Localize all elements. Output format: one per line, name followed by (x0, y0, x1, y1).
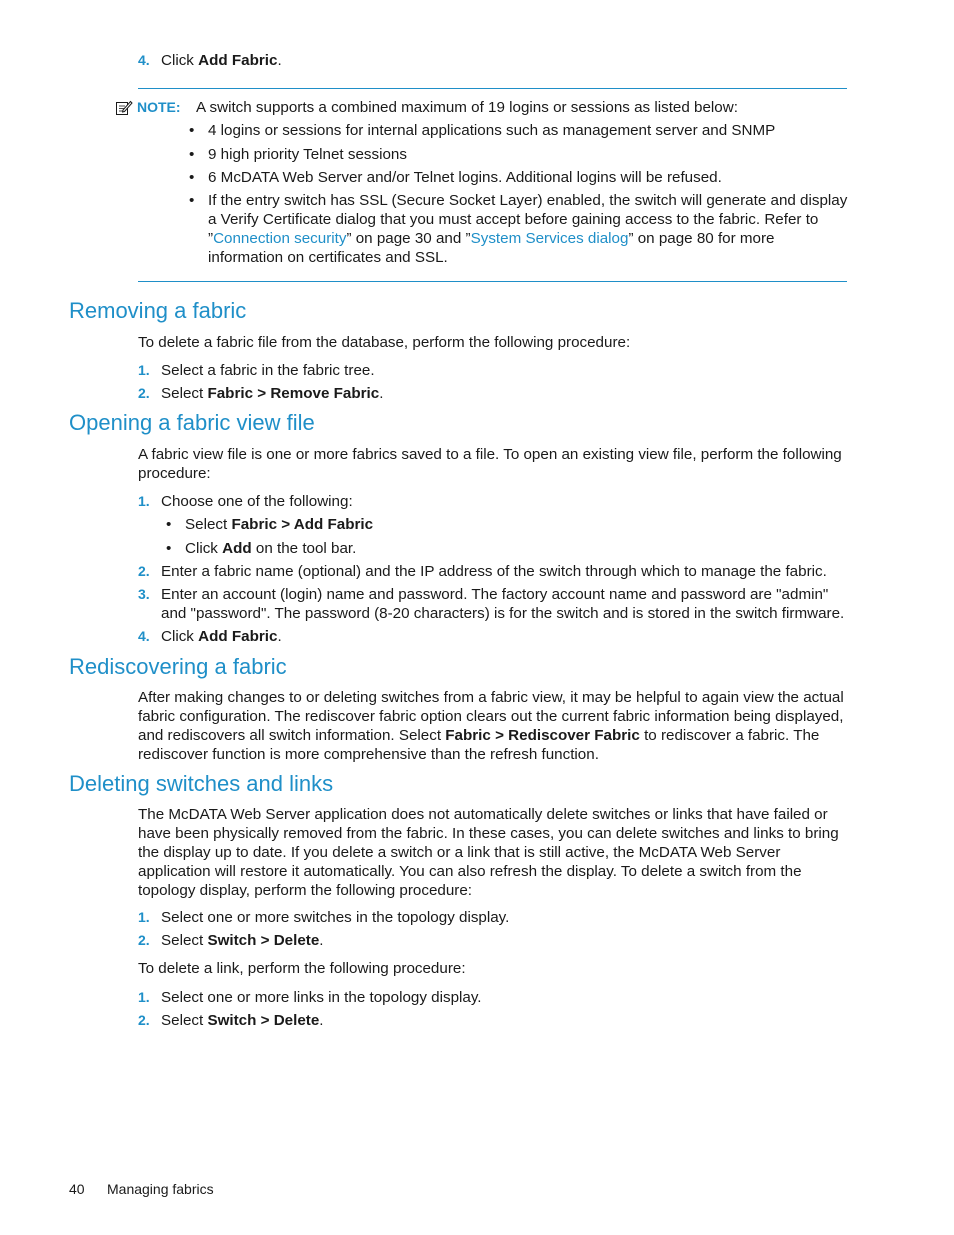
note-top-rule (138, 88, 847, 89)
deleting-intro: The McDATA Web Server application does not automatically delete switches or links that have failed or have been physically removed from the fabric. In these cases, you can delete switches and links to bring the display up to date. If you delete a switch or a link that is still active, the McDATA Web Server application will restore it automatically. You can also refresh the display. To delete a switch from the topology display, perform the following procedure: (138, 806, 839, 899)
step-text: Select Fabric > Remove Fabric. (161, 385, 384, 402)
bullet: • (189, 122, 195, 139)
bullet: • (189, 169, 195, 186)
step-number: 4. (138, 52, 150, 68)
step-text: Click Add Fabric. (161, 52, 282, 69)
sub-option-2: Click Add on the tool bar. (185, 540, 357, 557)
step-text: Enter an account (login) name and password. The factory account name and password are "admin" and "password". The password (8-20 characters) is for the switch and is stored in the switch firmware. (161, 586, 845, 622)
note-label: NOTE: (137, 99, 181, 115)
note-bullet-1: 4 logins or sessions for internal applications such as management server and SNMP (208, 122, 776, 139)
note-bullet-2: 9 high priority Telnet sessions (208, 146, 407, 163)
connection-security-link[interactable]: Connection security (213, 230, 347, 247)
note-bullet-4: If the entry switch has SSL (Secure Socket Layer) enabled, the switch will generate and display a Verify Certificate dialog that you must accept before gaining access to the fabric. Refer to ”Connection security” on page 30 and ”System Services dialog” on page 80 for more information on certificates and SSL. (208, 192, 848, 266)
note-pencil-icon (115, 99, 133, 117)
bullet: • (166, 540, 172, 557)
step-number: 1. (138, 362, 150, 378)
page-number: 40 (69, 1181, 85, 1197)
heading-removing-fabric: Removing a fabric (69, 298, 247, 323)
step-text: Select one or more links in the topology display. (161, 989, 482, 1006)
opening-intro: A fabric view file is one or more fabrics saved to a file. To open an existing view file, perform the following procedure: (138, 446, 842, 482)
system-services-dialog-link[interactable]: System Services dialog (470, 230, 629, 247)
step-text: Click Add Fabric. (161, 628, 282, 645)
step-number: 1. (138, 989, 150, 1005)
step-text: Choose one of the following: (161, 493, 353, 510)
step-number: 4. (138, 628, 150, 644)
rediscovering-body: After making changes to or deleting switches from a fabric view, it may be helpful to again view the actual fabric configuration. The rediscover fabric option clears out the current fabric information being displayed, and rediscovers all switch information. Select Fabric > Rediscover Fabric to rediscover a fabric. The rediscover function is more comprehensive than the refresh function. (138, 689, 844, 763)
note-bullet-3: 6 McDATA Web Server and/or Telnet logins. Additional logins will be refused. (208, 169, 722, 186)
heading-opening-fabric-view-file: Opening a fabric view file (69, 410, 315, 435)
step-number: 2. (138, 1012, 150, 1028)
step-text: Select a fabric in the fabric tree. (161, 362, 375, 379)
note-bottom-rule (138, 281, 847, 282)
bullet: • (189, 192, 195, 209)
bullet: • (189, 146, 195, 163)
step-number: 3. (138, 586, 150, 602)
step-number: 2. (138, 385, 150, 401)
note-text: A switch supports a combined maximum of 19 logins or sessions as listed below: (196, 99, 738, 116)
removing-intro: To delete a fabric file from the database, perform the following procedure: (138, 334, 631, 351)
step-number: 1. (138, 493, 150, 509)
sub-option-1: Select Fabric > Add Fabric (185, 516, 374, 533)
step-number: 1. (138, 909, 150, 925)
step-text: Select Switch > Delete. (161, 1012, 324, 1029)
step-text: Enter a fabric name (optional) and the IP address of the switch through which to manage the fabric. (161, 563, 827, 580)
step-number: 2. (138, 932, 150, 948)
step-text: Select Switch > Delete. (161, 932, 324, 949)
step-text: Select one or more switches in the topology display. (161, 909, 510, 926)
step-number: 2. (138, 563, 150, 579)
footer-section-title: Managing fabrics (107, 1181, 214, 1197)
heading-rediscovering-fabric: Rediscovering a fabric (69, 654, 287, 679)
heading-deleting-switches-links: Deleting switches and links (69, 771, 334, 796)
delete-link-intro: To delete a link, perform the following procedure: (138, 960, 466, 977)
bullet: • (166, 516, 172, 533)
